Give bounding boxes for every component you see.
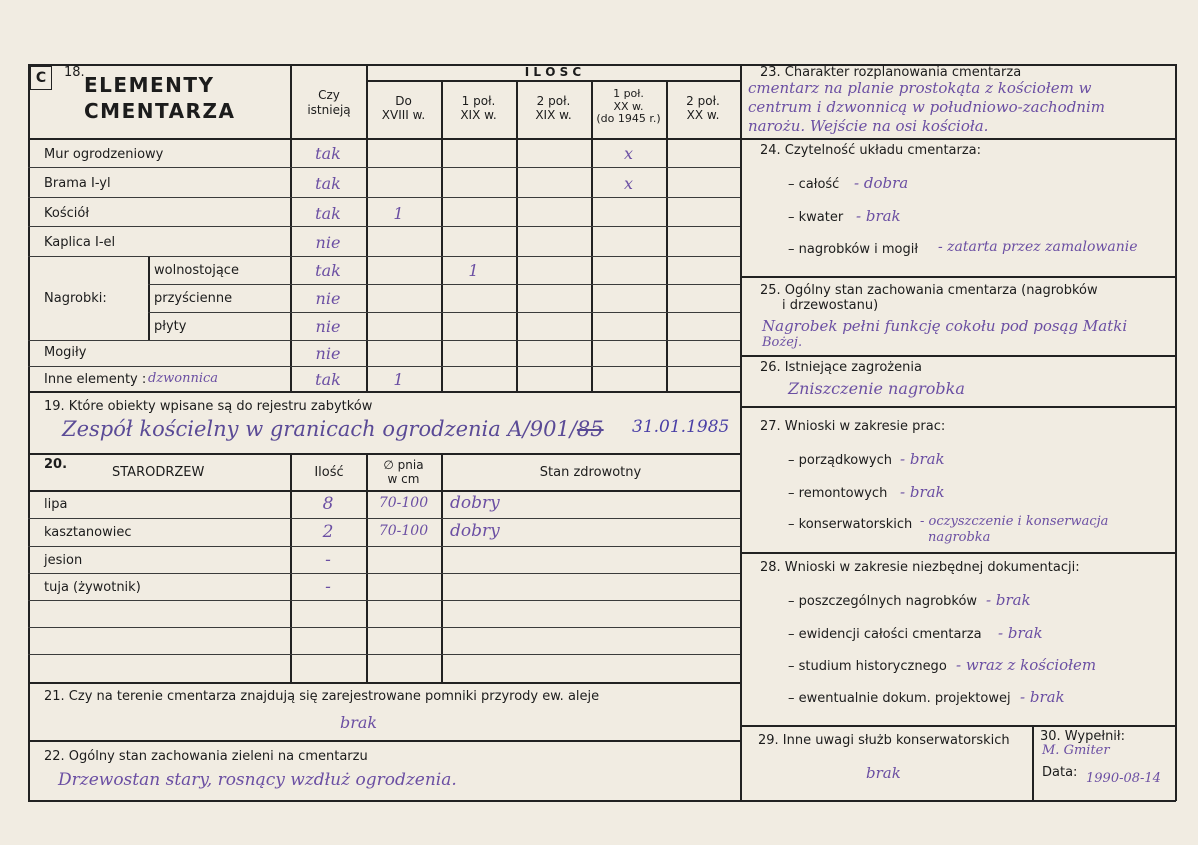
tree-ilosc: 2 [322,522,334,542]
period-header: 2 poł. XX w. [686,94,720,123]
tree-label: lipa [44,497,68,512]
grid-line [28,197,740,198]
grid-line [28,573,740,574]
grid-line [28,654,740,655]
grid-line [28,546,740,547]
tree-ilosc: - [325,550,331,570]
grid-line [28,340,740,341]
s23-answer-line: centrum i dzwonnicą w południowo-zachodnim [748,98,1105,116]
tree-stan: dobry [450,493,500,513]
period-header: 1 poł. XX w. (do 1945 r.) [596,87,661,126]
grid-line [441,80,443,391]
s19-struck: 85 [576,417,604,441]
section-c-box: C [30,66,52,90]
grid-line [28,682,740,684]
s19-date: 31.01.1985 [632,417,730,437]
tree-pnia: 70-100 [378,495,429,511]
s28-item: – ewentualnie dokum. projektowej [788,691,1011,706]
s20-number: 20. [44,457,68,472]
grid-line [441,453,443,682]
s27-item: – porządkowych [788,453,892,468]
row-label: Mogiły [44,345,87,360]
grid-line [28,600,740,601]
tree-label: kasztanowiec [44,525,132,540]
s30-name: M. Gmiter [1042,743,1110,758]
s24-question: 24. Czytelność układu cmentarza: [760,143,982,158]
tree-stan: dobry [450,521,500,541]
col-pnia: ∅ pnia w cm [383,458,424,487]
s22-question: 22. Ogólny stan zachowania zieleni na cmentarzu [44,749,368,764]
czy-value: nie [315,233,341,252]
grid-line [516,80,518,391]
row-label: płyty [154,319,187,334]
frame-bottom [28,800,1176,802]
col-czy-istnieja: Czy istnieją [307,88,351,117]
s27-value: - brak [900,450,945,468]
grid-line [28,256,740,257]
grid-line [591,80,593,391]
s28-value: - brak [986,591,1031,609]
grid-line [366,453,368,682]
period-mark: 1 [393,204,404,223]
s28-item: – ewidencji całości cmentarza [788,627,982,642]
row-label: przyścienne [154,291,233,306]
s27-question: 27. Wnioski w zakresie prac: [760,419,946,434]
grid-line [740,276,1176,278]
czy-value: tak [315,204,341,223]
row-label: wolnostojące [154,263,239,278]
row-label: Kaplica I-el [44,235,116,250]
period-header: 2 poł. XIX w. [535,94,572,123]
grid-line [28,518,740,519]
s21-question: 21. Czy na terenie cmentarza znajdują się zarejestrowane pomniki przyrody ew. aleje [44,689,600,704]
period-mark: 1 [393,370,404,389]
grid-line [148,284,740,285]
grid-line [28,453,740,455]
period-header: Do XVIII w. [381,94,426,123]
s29-question: 29. Inne uwagi służb konserwatorskich [758,733,1010,748]
grid-line [28,490,740,492]
czy-value: nie [315,289,341,308]
s25-question: 25. Ogólny stan zachowania cmentarza (nagrobków [760,283,1098,298]
tree-ilosc: - [325,577,331,597]
grid-line [28,226,740,227]
s27-item: – konserwatorskich [788,517,913,532]
s25-answer-line: Bożej. [762,335,803,350]
tree-ilosc: 8 [322,494,334,514]
frame-middle [740,64,742,801]
grid-line [28,366,740,367]
grid-line [1032,725,1034,801]
grid-line [28,167,740,168]
row-label: Mur ogrodzeniowy [44,147,164,162]
grid-line [740,355,1176,357]
czy-value: nie [315,317,341,336]
period-mark: 1 [468,261,479,280]
grid-line [666,80,668,391]
s24-value: - zatarta przez zamalowanie [938,239,1138,255]
grid-line [740,406,1176,408]
s26-answer: Zniszczenie nagrobka [788,379,965,398]
s22-answer: Drzewostan stary, rosnący wzdłuż ogrodzenia. [58,770,457,790]
s23-answer-line: narożu. Wejście na osi kościoła. [748,117,989,135]
s28-value: - brak [998,624,1043,642]
tree-label: tuja (żywotnik) [44,580,141,595]
inne-elementy-value: dzwonnica [148,371,219,386]
s20-title: STARODRZEW [112,465,205,480]
s21-answer: brak [340,713,378,732]
grid-line [740,138,1176,140]
czy-value: tak [315,261,341,280]
s27-value: - brak [900,483,945,501]
s28-question: 28. Wnioski w zakresie niezbędnej dokumentacji: [760,560,1080,575]
grid-line [148,312,740,313]
row-label: Inne elementy : [44,372,147,387]
s28-value: - brak [1020,688,1065,706]
tree-pnia: 70-100 [378,523,429,539]
frame-left [28,64,30,801]
period-mark: x [623,144,634,163]
s18-title-line2: CMENTARZA [84,99,236,123]
czy-value: tak [315,370,341,389]
s18-number: 18. [64,65,85,80]
s30-label: 30. Wypełnił: [1040,729,1125,744]
row-label: Brama I-yl [44,176,111,191]
grid-line [28,740,740,742]
s25-question-2: i drzewostanu) [782,298,879,313]
s28-value: - wraz z kościołem [956,656,1097,674]
s24-item: – całość [788,177,840,192]
s24-item: – kwater [788,210,844,225]
grid-line [28,391,740,393]
frame-right [1175,64,1177,801]
s29-answer: brak [866,764,901,782]
nagrobki-label: Nagrobki: [44,291,107,306]
s28-item: – studium historycznego [788,659,947,674]
s27-value-2: nagrobka [928,530,991,545]
s23-answer-line: cmentarz na planie prostokąta z kościołem w [748,79,1092,97]
s19-question: 19. Które obiekty wpisane są do rejestru zabytków [44,399,373,414]
s18-title-line1: ELEMENTY [84,73,215,97]
s19-answer: Zespół kościelny w granicach ogrodzenia A/901/ [62,417,577,441]
s19-answer-line [62,418,604,441]
grid-line [148,256,150,340]
s23-question: 23. Charakter rozplanowania cmentarza [760,65,1022,80]
ilosc-header: I L O Ś Ć [524,65,582,79]
grid-line [740,725,1176,727]
col-ilosc: Ilość [314,465,344,480]
s26-question: 26. Istniejące zagrożenia [760,360,922,375]
s25-answer-line: Nagrobek pełni funkcję cokołu pod posąg Matki [762,317,1128,335]
col-stan: Stan zdrowotny [539,465,642,480]
grid-line [366,80,740,82]
s27-item: – remontowych [788,486,888,501]
s30-date-label: Data: [1042,765,1078,780]
tree-label: jesion [44,553,83,568]
s30-date: 1990-08-14 [1086,771,1161,786]
grid-line [28,627,740,628]
grid-line [28,138,740,140]
czy-value: tak [315,144,341,163]
s24-value: - dobra [854,174,909,192]
czy-value: nie [315,344,341,363]
s27-value: - oczyszczenie i konserwacja [920,514,1109,529]
s24-item: – nagrobków i mogił [788,242,919,257]
s24-value: - brak [856,207,901,225]
czy-value: tak [315,174,341,193]
period-header: 1 poł. XIX w. [460,94,497,123]
row-label: Kościół [44,206,90,221]
s28-item: – poszczególnych nagrobków [788,594,978,609]
grid-line [740,552,1176,554]
period-mark: x [623,174,634,193]
